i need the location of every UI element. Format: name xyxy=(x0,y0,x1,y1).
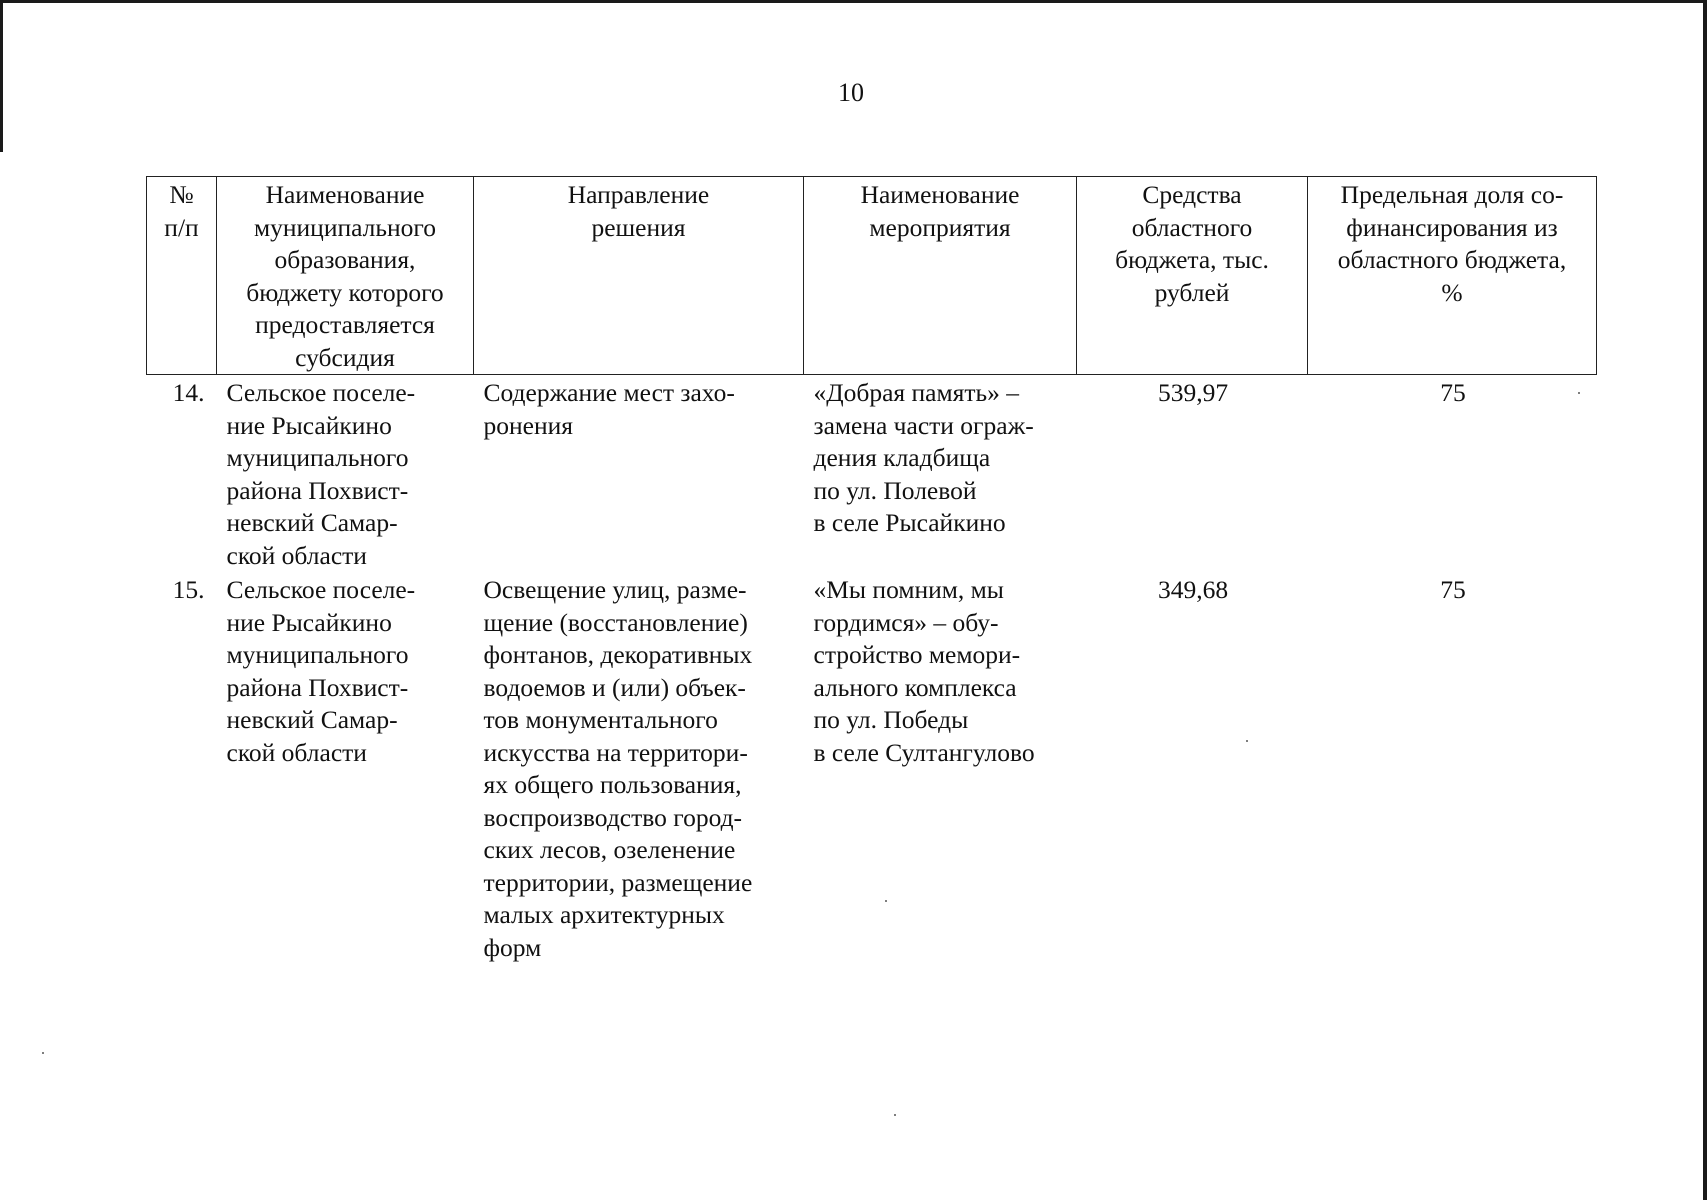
scan-border-top xyxy=(0,0,1707,3)
scan-border-right xyxy=(1703,0,1707,1200)
table-header-row xyxy=(147,177,1597,375)
header-number: № п/п xyxy=(147,177,217,375)
row-funds: 349,68 xyxy=(1157,575,1229,604)
scan-speck xyxy=(42,1052,44,1054)
header-funds: Средства областного бюджета, тыс. рублей xyxy=(1077,177,1308,375)
table-row xyxy=(147,375,1597,573)
row-event: «Добрая память» – замена части ограж- дения кладбища по ул. Полевой в селе Рысайкино xyxy=(813,378,1034,537)
row-number: 14. xyxy=(172,378,205,407)
row-direction: Освещение улиц, разме- щение (восстановление) фонтанов, декоративных водоемов и (или) объек- тов монументального искусства на территори- ях общего пользования, воспроизводство город- ских лесов, озеленение территории, размещение малых архитектурных форм xyxy=(483,575,753,962)
header-direction: Направление решения xyxy=(474,177,804,375)
scan-speck xyxy=(885,900,887,902)
row-municipality: Сельское поселе- ние Рысайкино муниципального района Похвист- невский Самар- ской области xyxy=(226,378,416,570)
scan-speck xyxy=(1246,740,1248,742)
row-direction: Содержание мест захо- ронения xyxy=(483,378,735,440)
scan-border-left xyxy=(0,0,3,152)
row-event: «Мы помним, мы гордимся» – обу- стройство мемори- ального комплекса по ул. Победы в селе Султангулово xyxy=(813,575,1035,767)
header-share: Предельная доля со- финансирования из областного бюджета, % xyxy=(1308,177,1597,375)
header-event: Наименование мероприятия xyxy=(804,177,1077,375)
row-municipality: Сельское поселе- ние Рысайкино муниципального района Похвист- невский Самар- ской области xyxy=(226,575,416,767)
row-share: 75 xyxy=(1440,575,1466,604)
scan-speck xyxy=(1578,392,1580,394)
row-share: 75 xyxy=(1440,378,1466,407)
row-number: 15. xyxy=(172,575,205,604)
page-number: 10 xyxy=(838,78,864,107)
subsidy-table xyxy=(146,176,1597,964)
scan-speck xyxy=(894,1114,896,1116)
row-funds: 539,97 xyxy=(1157,378,1229,407)
header-municipality: Наименование муниципального образования, бюджету которого предоставляется субсидия xyxy=(217,177,474,375)
table-row xyxy=(147,572,1597,964)
